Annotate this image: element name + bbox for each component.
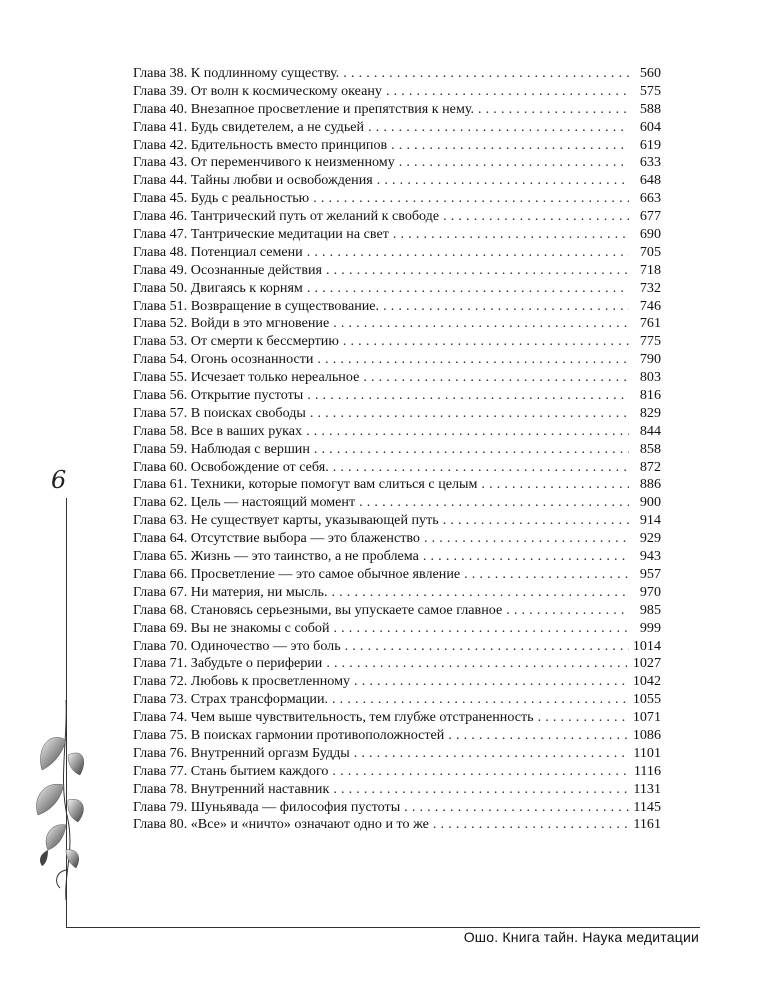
toc-entry-title: Глава 72. Любовь к просветленному — [133, 673, 351, 690]
toc-entry — [133, 781, 661, 799]
toc-entry-title: Глава 52. Войди в это мгновение — [133, 315, 330, 332]
toc-entry-title: Глава 60. Освобождение от себя. — [133, 458, 329, 475]
dot-leader — [443, 208, 629, 226]
dot-leader — [313, 190, 629, 208]
dot-leader — [314, 441, 629, 459]
toc-entry — [133, 548, 661, 566]
dot-leader — [538, 709, 629, 727]
toc-entry-title: Глава 38. К подлинному существу. — [133, 65, 340, 81]
toc-entry-title: Глава 80. «Все» и «ничто» означают одно и то же — [133, 816, 429, 833]
toc-entry-title: Глава 55. Исчезает только нереальное — [133, 369, 360, 386]
floral-ornament-icon — [28, 700, 88, 900]
toc-entry — [133, 638, 661, 656]
toc-entry-page: 929 — [639, 530, 661, 547]
dot-leader — [391, 137, 629, 155]
toc-entry-title: Глава 41. Будь свидетелем, а не судьей — [133, 118, 365, 135]
toc-entry — [133, 763, 661, 781]
toc-entry-title: Глава 43. От переменчивого к неизменному — [133, 154, 395, 171]
toc-entry — [133, 620, 661, 638]
toc-entry-page: 1042 — [632, 673, 661, 690]
toc-entry-page: 858 — [639, 440, 661, 457]
dot-leader — [310, 405, 629, 423]
toc-entry-title: Глава 54. Огонь осознанности — [133, 351, 314, 368]
toc-entry-title: Глава 66. Просветление — это самое обычное явление — [133, 565, 461, 582]
toc-entry-page: 872 — [639, 458, 661, 475]
toc-entry-page: 943 — [639, 548, 661, 565]
table-of-contents — [133, 65, 661, 834]
toc-entry-page: 588 — [639, 100, 661, 117]
toc-entry-title: Глава 77. Стань бытием каждого — [133, 762, 329, 779]
dot-leader — [383, 298, 629, 316]
toc-entry-title: Глава 76. Внутренний оргазм Будды — [133, 744, 350, 761]
toc-entry-page: 746 — [639, 297, 661, 314]
toc-entry-page: 560 — [639, 65, 661, 81]
toc-entry-page: 1116 — [633, 762, 661, 779]
toc-entry — [133, 351, 661, 369]
toc-entry-page: 886 — [639, 476, 661, 493]
dot-leader — [333, 315, 629, 333]
dot-leader — [333, 781, 629, 799]
dot-leader — [343, 333, 629, 351]
toc-entry-title: Глава 73. Страх трансформации. — [133, 691, 329, 708]
toc-entry-title: Глава 47. Тантрические медитации на свет — [133, 226, 389, 243]
toc-entry-title: Глава 74. Чем выше чувствительность, тем глубже отстраненность — [133, 709, 534, 726]
toc-entry-title: Глава 48. Потенциал семени — [133, 243, 303, 260]
toc-entry-title: Глава 42. Бдительность вместо принципов — [133, 136, 388, 153]
toc-entry-title: Глава 44. Тайны любви и освобождения — [133, 172, 373, 189]
toc-entry-page: 900 — [639, 494, 661, 511]
dot-leader — [481, 476, 629, 494]
toc-entry-title: Глава 45. Будь с реальностью — [133, 190, 310, 207]
toc-entry-page: 957 — [639, 565, 661, 582]
toc-entry — [133, 673, 661, 691]
toc-entry-title: Глава 61. Техники, которые помогут вам слиться с целым — [133, 476, 478, 493]
toc-entry-page: 829 — [639, 404, 661, 421]
toc-entry-title: Глава 46. Тантрический путь от желаний к свободе — [133, 208, 440, 225]
page-number: 6 — [51, 466, 67, 494]
dot-leader — [368, 119, 629, 137]
dot-leader — [354, 745, 629, 763]
toc-entry — [133, 655, 661, 673]
dot-leader — [478, 101, 629, 119]
toc-entry — [133, 512, 661, 530]
toc-entry — [133, 566, 661, 584]
dot-leader — [423, 548, 629, 566]
toc-entry-page: 690 — [639, 226, 661, 243]
toc-entry — [133, 584, 661, 602]
toc-entry — [133, 333, 661, 351]
toc-entry-page: 648 — [639, 172, 661, 189]
dot-leader — [326, 655, 628, 673]
dot-leader — [448, 727, 629, 745]
toc-entry — [133, 119, 661, 137]
toc-entry-page: 775 — [639, 333, 661, 350]
toc-entry-page: 705 — [639, 243, 661, 260]
toc-entry-title: Глава 65. Жизнь — это таинство, а не проблема — [133, 548, 419, 565]
toc-entry-title: Глава 71. Забудьте о периферии — [133, 655, 323, 672]
dot-leader — [506, 602, 629, 620]
toc-entry-title: Глава 79. Шуньявада — философия пустоты — [133, 798, 401, 815]
toc-entry-page: 985 — [639, 601, 661, 618]
dot-leader — [333, 459, 629, 477]
toc-entry — [133, 816, 661, 834]
dot-leader — [359, 494, 629, 512]
toc-entry — [133, 530, 661, 548]
toc-entry — [133, 208, 661, 226]
toc-entry-title: Глава 53. От смерти к бессмертию — [133, 333, 339, 350]
toc-entry-page: 663 — [639, 190, 661, 207]
dot-leader — [443, 512, 629, 530]
footer-book-title: Ошо. Книга тайн. Наука медитации — [463, 929, 699, 945]
toc-entry-page: 1027 — [632, 655, 661, 672]
toc-entry — [133, 262, 661, 280]
toc-entry — [133, 101, 661, 119]
toc-entry-page: 803 — [639, 369, 661, 386]
toc-entry-page: 1161 — [633, 816, 661, 833]
dot-leader — [354, 673, 629, 691]
toc-entry-title: Глава 51. Возвращение в существование. — [133, 297, 380, 314]
toc-entry-page: 999 — [639, 619, 661, 636]
toc-entry-page: 604 — [639, 118, 661, 135]
toc-entry-page: 1131 — [633, 780, 661, 797]
toc-entry — [133, 476, 661, 494]
dot-leader — [377, 172, 629, 190]
toc-entry-page: 732 — [639, 279, 661, 296]
toc-entry-page: 718 — [639, 261, 661, 278]
toc-entry-page: 1086 — [632, 726, 661, 743]
toc-entry-title: Глава 78. Внутренний наставник — [133, 780, 330, 797]
toc-entry-page: 970 — [639, 583, 661, 600]
toc-entry-page: 677 — [639, 208, 661, 225]
toc-entry — [133, 441, 661, 459]
toc-entry-page: 1145 — [633, 798, 661, 815]
toc-entry-page: 1014 — [632, 637, 661, 654]
toc-entry-page: 619 — [639, 136, 661, 153]
toc-entry-title: Глава 50. Двигаясь к корням — [133, 279, 303, 296]
toc-entry — [133, 691, 661, 709]
toc-entry — [133, 799, 661, 817]
dot-leader — [307, 244, 629, 262]
toc-entry-title: Глава 63. Не существует карты, указывающей путь — [133, 512, 439, 529]
dot-leader — [332, 584, 630, 602]
toc-entry-title: Глава 68. Становясь серьезными, вы упускаете самое главное — [133, 601, 503, 618]
dot-leader — [399, 154, 629, 172]
toc-entry-page: 575 — [639, 82, 661, 99]
toc-entry-title: Глава 59. Наблюдая с вершин — [133, 440, 310, 457]
toc-entry — [133, 280, 661, 298]
toc-entry — [133, 65, 661, 83]
toc-entry — [133, 137, 661, 155]
toc-entry-page: 761 — [639, 315, 661, 332]
toc-entry-page: 790 — [639, 351, 661, 368]
toc-entry-title: Глава 56. Открытие пустоты — [133, 387, 304, 404]
dot-leader — [332, 763, 629, 781]
toc-entry-page: 914 — [639, 512, 661, 529]
toc-entry — [133, 190, 661, 208]
toc-entry-title: Глава 40. Внезапное просветление и препятствия к нему. — [133, 100, 475, 117]
toc-entry — [133, 315, 661, 333]
toc-entry-title: Глава 62. Цель — настоящий момент — [133, 494, 356, 511]
dot-leader — [334, 620, 629, 638]
toc-entry — [133, 727, 661, 745]
toc-entry-title: Глава 57. В поисках свободы — [133, 404, 306, 421]
dot-leader — [404, 799, 629, 817]
dot-leader — [317, 351, 629, 369]
toc-entry-page: 1071 — [632, 709, 661, 726]
bottom-rule — [66, 927, 700, 928]
toc-entry-page: 844 — [639, 422, 661, 439]
toc-entry-title: Глава 70. Одиночество — это боль — [133, 637, 341, 654]
dot-leader — [424, 530, 629, 548]
dot-leader — [393, 226, 629, 244]
toc-entry — [133, 369, 661, 387]
toc-entry-title: Глава 39. От волн к космическому океану — [133, 82, 382, 99]
toc-entry — [133, 387, 661, 405]
toc-entry — [133, 298, 661, 316]
toc-entry — [133, 154, 661, 172]
dot-leader — [345, 638, 629, 656]
dot-leader — [307, 387, 629, 405]
toc-entry — [133, 405, 661, 423]
toc-entry — [133, 494, 661, 512]
toc-entry — [133, 83, 661, 101]
dot-leader — [326, 262, 629, 280]
toc-entry-title: Глава 64. Отсутствие выбора — это блаженство — [133, 530, 420, 547]
dot-leader — [306, 423, 629, 441]
dot-leader — [386, 83, 629, 101]
toc-entry — [133, 745, 661, 763]
toc-entry-page: 816 — [639, 387, 661, 404]
toc-entry — [133, 244, 661, 262]
toc-entry — [133, 172, 661, 190]
toc-entry-title: Глава 49. Осознанные действия — [133, 261, 323, 278]
toc-entry-page: 633 — [639, 154, 661, 171]
dot-leader — [433, 816, 629, 834]
dot-leader — [464, 566, 629, 584]
toc-entry — [133, 423, 661, 441]
toc-entry-title: Глава 75. В поисках гармонии противоположностей — [133, 726, 445, 743]
toc-entry — [133, 709, 661, 727]
toc-entry-title: Глава 58. Все в ваших руках — [133, 422, 303, 439]
toc-entry-title: Глава 69. Вы не знакомы с собой — [133, 619, 330, 636]
dot-leader — [307, 280, 629, 298]
toc-entry — [133, 602, 661, 620]
dot-leader — [343, 65, 629, 83]
toc-entry — [133, 226, 661, 244]
dot-leader — [363, 369, 629, 387]
toc-entry — [133, 459, 661, 477]
toc-entry-title: Глава 67. Ни материя, ни мысль. — [133, 583, 328, 600]
toc-entry-page: 1055 — [632, 691, 661, 708]
toc-entry-page: 1101 — [633, 744, 661, 761]
dot-leader — [332, 691, 629, 709]
